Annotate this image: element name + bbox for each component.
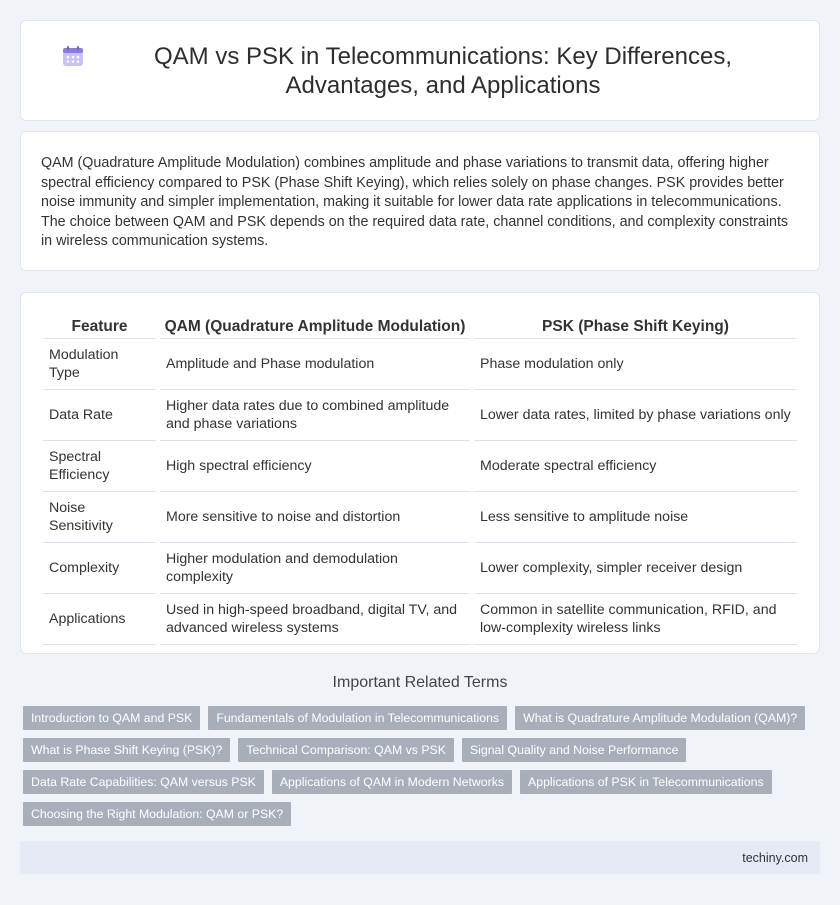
related-term-link[interactable]: Technical Comparison: QAM vs PSK (238, 738, 454, 762)
related-term-link[interactable]: Fundamentals of Modulation in Telecommunications (208, 706, 507, 730)
qam-cell: Higher data rates due to combined amplitude and phase variations (160, 390, 470, 441)
qam-cell: High spectral efficiency (160, 441, 470, 492)
feature-cell: Spectral Efficiency (43, 441, 156, 492)
related-term-link[interactable]: Introduction to QAM and PSK (23, 706, 200, 730)
psk-cell: Phase modulation only (474, 339, 797, 390)
calendar-icon (61, 44, 85, 68)
psk-cell: Lower complexity, simpler receiver design (474, 543, 797, 594)
related-term-link[interactable]: Data Rate Capabilities: QAM versus PSK (23, 770, 264, 794)
table-row (43, 543, 797, 594)
site-name[interactable]: techiny.com (742, 850, 808, 865)
psk-cell: Moderate spectral efficiency (474, 441, 797, 492)
header-qam: QAM (Quadrature Amplitude Modulation) (160, 315, 470, 339)
feature-cell: Modulation Type (43, 339, 156, 390)
feature-cell: Noise Sensitivity (43, 492, 156, 543)
header-psk: PSK (Phase Shift Keying) (474, 315, 797, 339)
comparison-table-card (20, 292, 820, 654)
psk-cell: Common in satellite communication, RFID, and low-complexity wireless links (474, 594, 797, 645)
related-terms-heading: Important Related Terms (332, 674, 508, 691)
related-term-link[interactable]: Applications of PSK in Telecommunications (520, 770, 772, 794)
header-feature: Feature (43, 315, 156, 339)
table-header-row (43, 315, 797, 339)
table-row (43, 492, 797, 543)
footer (20, 841, 820, 874)
feature-cell: Applications (43, 594, 156, 645)
title-card (20, 20, 820, 121)
qam-cell: Higher modulation and demodulation complexity (160, 543, 470, 594)
related-terms-list (23, 706, 813, 826)
intro-card (20, 131, 820, 271)
related-term-link[interactable]: Signal Quality and Noise Performance (462, 738, 686, 762)
related-term-link[interactable]: Applications of QAM in Modern Networks (272, 770, 512, 794)
table-row (43, 390, 797, 441)
qam-cell: More sensitive to noise and distortion (160, 492, 470, 543)
feature-cell: Complexity (43, 543, 156, 594)
psk-cell: Less sensitive to amplitude noise (474, 492, 797, 543)
table-row (43, 441, 797, 492)
related-term-link[interactable]: What is Quadrature Amplitude Modulation (QAM)? (515, 706, 805, 730)
intro-paragraph: QAM (Quadrature Amplitude Modulation) combines amplitude and phase variations to transmit data, offering higher spectral efficiency compared to PSK (Phase Shift Keying), which relies solely on phase changes. PSK provides better noise immunity and simpler implementation, making it suitable for lower data rate applications in telecommunications. The choice between QAM and PSK depends on the required data rate, channel conditions, and complexity constraints in wireless communication systems. (41, 155, 789, 249)
qam-cell: Used in high-speed broadband, digital TV, and advanced wireless systems (160, 594, 470, 645)
feature-cell: Data Rate (43, 390, 156, 441)
psk-cell: Lower data rates, limited by phase variations only (474, 390, 797, 441)
qam-cell: Amplitude and Phase modulation (160, 339, 470, 390)
table-row (43, 594, 797, 645)
related-term-link[interactable]: Choosing the Right Modulation: QAM or PSK? (23, 802, 291, 826)
page-title: QAM vs PSK in Telecommunications: Key Differences, Advantages, and Applications (153, 42, 732, 99)
table-row (43, 339, 797, 390)
related-term-link[interactable]: What is Phase Shift Keying (PSK)? (23, 738, 230, 762)
comparison-table (43, 315, 797, 645)
